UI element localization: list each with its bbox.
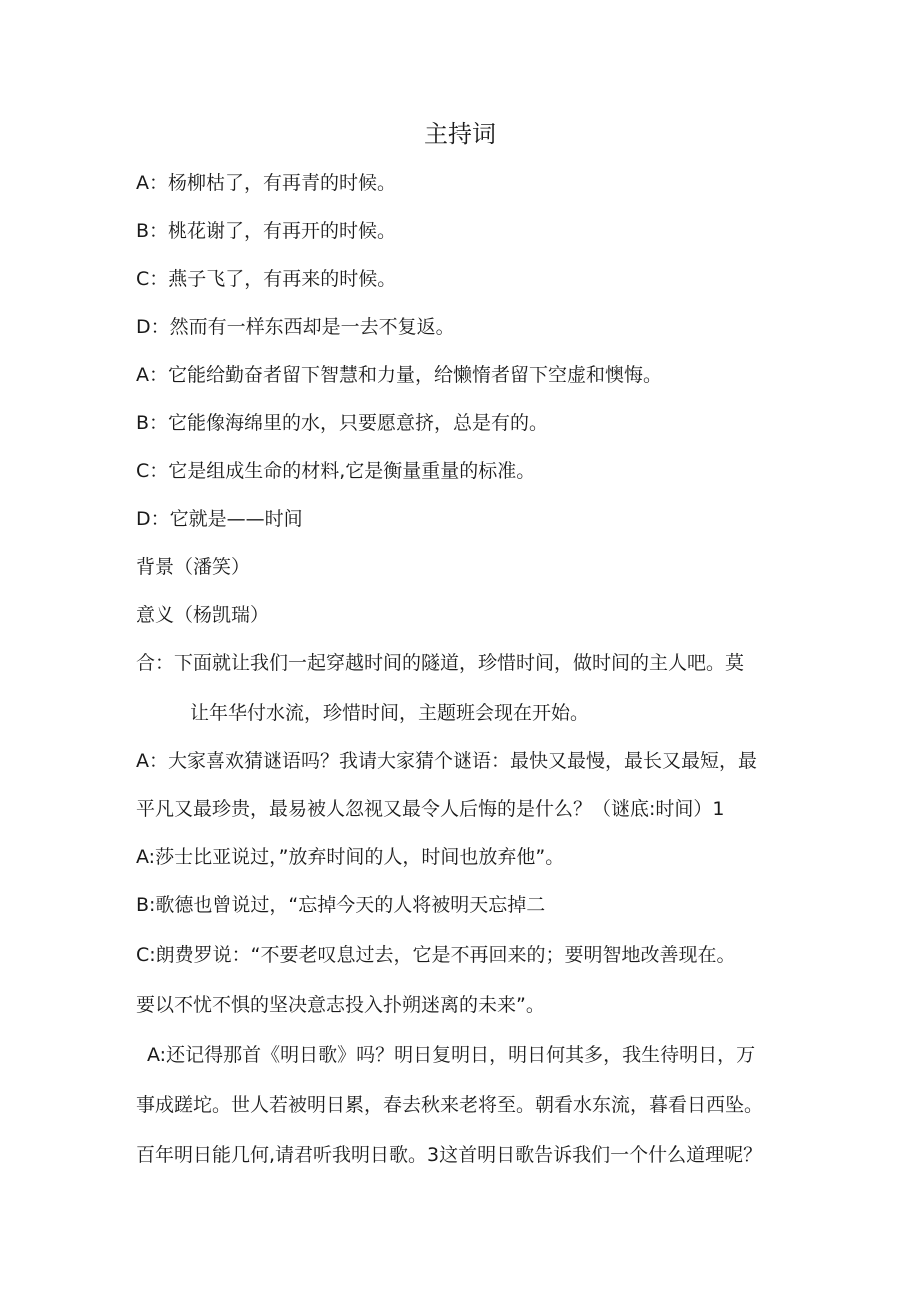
song-mingri-2: 事成蹉坨。世人若被明日累，春去秋来老将至。朝看水东流，暮看日西坠。 (136, 1094, 764, 1116)
quote-longfellow-cont: 要以不忧不惧的坚决意志投入扑朔迷离的未来”。 (136, 994, 545, 1016)
dialogue-line-b2: B：它能像海绵里的水，只要愿意挤，总是有的。 (136, 412, 549, 434)
quote-shakespeare: A:莎士比亚说过，”放弃时间的人，时间也放弃他”。 (136, 846, 565, 868)
document-title: 主持词 (424, 120, 496, 148)
dialogue-line-c2: C：它是组成生命的材料,它是衡量重量的标准。 (136, 460, 536, 482)
song-mingri-3: 百年明日能几何,请君听我明日歌。3这首明日歌告诉我们一个什么道理呢？ (136, 1144, 763, 1166)
dialogue-line-a2: A：它能给勤奋者留下智慧和力量，给懒惰者留下空虚和懊悔。 (136, 364, 662, 386)
song-mingri-1: A:还记得那首《明日歌》吗？明日复明日，明日何其多，我生待明日，万 (147, 1044, 756, 1066)
section-meaning: 意义（杨凯瑞） (136, 604, 270, 626)
dialogue-line-c1: C：燕子飞了，有再来的时候。 (136, 268, 397, 290)
dialogue-line-together: 合：下面就让我们一起穿越时间的隧道，珍惜时间，做时间的主人吧。莫 (136, 652, 745, 674)
dialogue-line-riddle-cont: 平凡又最珍贵，最易被人忽视又最令人后悔的是什么？（谜底:时间）1 (136, 798, 725, 820)
dialogue-line-d1: D：然而有一样东西却是一去不复返。 (136, 316, 455, 338)
dialogue-line-a1: A：杨柳枯了，有再青的时候。 (136, 172, 396, 194)
dialogue-line-riddle: A：大家喜欢猜谜语吗？我请大家猜个谜语：最快又最慢，最长又最短，最 (136, 750, 757, 772)
section-background: 背景（潘笑） (136, 556, 251, 578)
dialogue-line-together-cont: 让年华付水流，珍惜时间，主题班会现在开始。 (190, 702, 590, 724)
quote-goethe: B:歌德也曾说过，“忘掉今天的人将被明天忘掉二 (136, 894, 546, 916)
quote-longfellow: C:朗费罗说：“不要老叹息过去，它是不再回来的；要明智地改善现在。 (136, 944, 736, 966)
dialogue-line-d2: D：它就是——时间 (136, 508, 303, 530)
dialogue-line-b1: B：桃花谢了，有再开的时候。 (136, 220, 397, 242)
